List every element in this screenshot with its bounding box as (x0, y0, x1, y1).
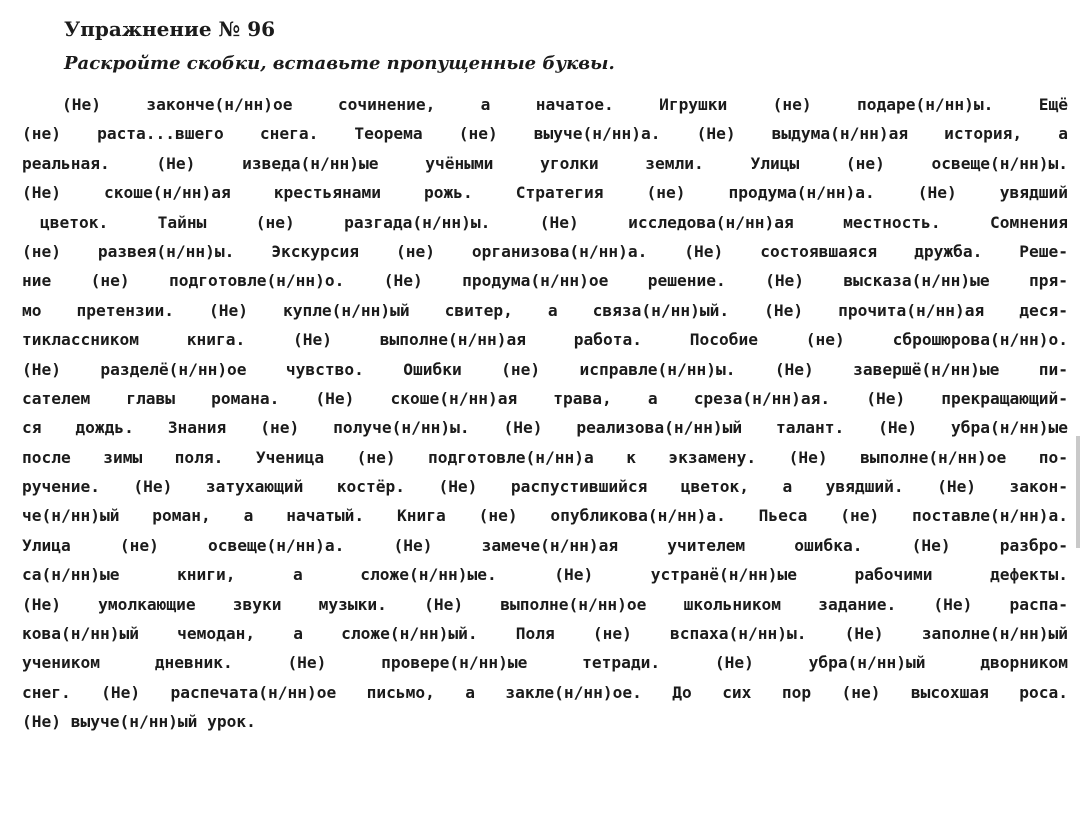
text-line: че(н/нн)ый роман, а начатый. Книга (не) опубликова(н/нн)а. Пьеса (не) поставле(н/нн)а. (22, 506, 1068, 526)
text-line: (Не) скоше(н/нн)ая крестьянами рожь. Стратегия (не) продума(н/нн)а. (Не) увядший (22, 183, 1068, 203)
text-line: ние (не) подготовле(н/нн)о. (Не) продума(н/нн)ое решение. (Не) высказа(н/нн)ые пря- (22, 271, 1068, 291)
exercise-text (22, 90, 1068, 737)
text-line: ся дождь. Знания (не) получе(н/нн)ы. (Не) реализова(н/нн)ый талант. (Не) убра(н/нн)ые (22, 418, 1068, 438)
exercise-instruction: Раскройте скобки, вставьте пропущенные буквы. (64, 53, 615, 74)
text-line: (Не) умолкающие звуки музыки. (Не) выполне(н/нн)ое школьником задание. (Не) распа- (22, 594, 1068, 614)
text-line: са(н/нн)ые книги, а сложе(н/нн)ые. (Не) устранё(н/нн)ые рабочими дефекты. (22, 565, 1068, 585)
text-line: мо претензии. (Не) купле(н/нн)ый свитер, а связа(н/нн)ый. (Не) прочита(н/нн)ая деся- (22, 300, 1068, 320)
text-line: тиклассником книга. (Не) выполне(н/нн)ая работа. Пособие (не) сброшюрова(н/нн)о. (22, 330, 1068, 350)
text-line: снег. (Не) распечата(н/нн)ое письмо, а закле(н/нн)ое. До сих пор (не) высохшая роса. (22, 682, 1068, 702)
text-line: (не) раста...вшего снега. Теорема (не) выуче(н/нн)а. (Не) выдума(н/нн)ая история, а (22, 124, 1068, 144)
text-line: учеником дневник. (Не) провере(н/нн)ые тетради. (Не) убра(н/нн)ый дворником (22, 653, 1068, 673)
text-line: цветок. Тайны (не) разгада(н/нн)ы. (Не) исследова(н/нн)ая местность. Сомнения (40, 212, 1068, 232)
text-line: ручение. (Не) затухающий костёр. (Не) распустившийся цветок, а увядший. (Не) закон- (22, 477, 1068, 497)
text-line: сателем главы романа. (Не) скоше(н/нн)ая трава, а среза(н/нн)ая. (Не) прекращающий- (22, 388, 1068, 408)
page-edge-bar (1076, 436, 1080, 548)
text-line: (Не) разделё(н/нн)ое чувство. Ошибки (не) исправле(н/нн)ы. (Не) завершё(н/нн)ые пи- (22, 359, 1068, 379)
text-line: (Не) выуче(н/нн)ый урок. (22, 712, 256, 732)
text-line: (Не) законче(н/нн)ое сочинение, а начатое. Игрушки (не) подаре(н/нн)ы. Ещё (62, 95, 1068, 114)
text-line: (не) развея(н/нн)ы. Экскурсия (не) организова(н/нн)а. (Не) состоявшаяся дружба. Реше- (22, 241, 1068, 261)
text-line: кова(н/нн)ый чемодан, а сложе(н/нн)ый. Поля (не) вспаха(н/нн)ы. (Не) заполне(н/нн)ый (22, 624, 1068, 644)
text-line: Улица (не) освеще(н/нн)а. (Не) замече(н/нн)ая учителем ошибка. (Не) разбро- (22, 535, 1068, 555)
text-line: реальная. (Не) изведа(н/нн)ые учёными уголки земли. Улицы (не) освеще(н/нн)ы. (22, 153, 1068, 173)
text-line: после зимы поля. Ученица (не) подготовле(н/нн)а к экзамену. (Не) выполне(н/нн)ое по- (22, 447, 1068, 467)
exercise-title: Упражнение № 96 (64, 17, 276, 41)
